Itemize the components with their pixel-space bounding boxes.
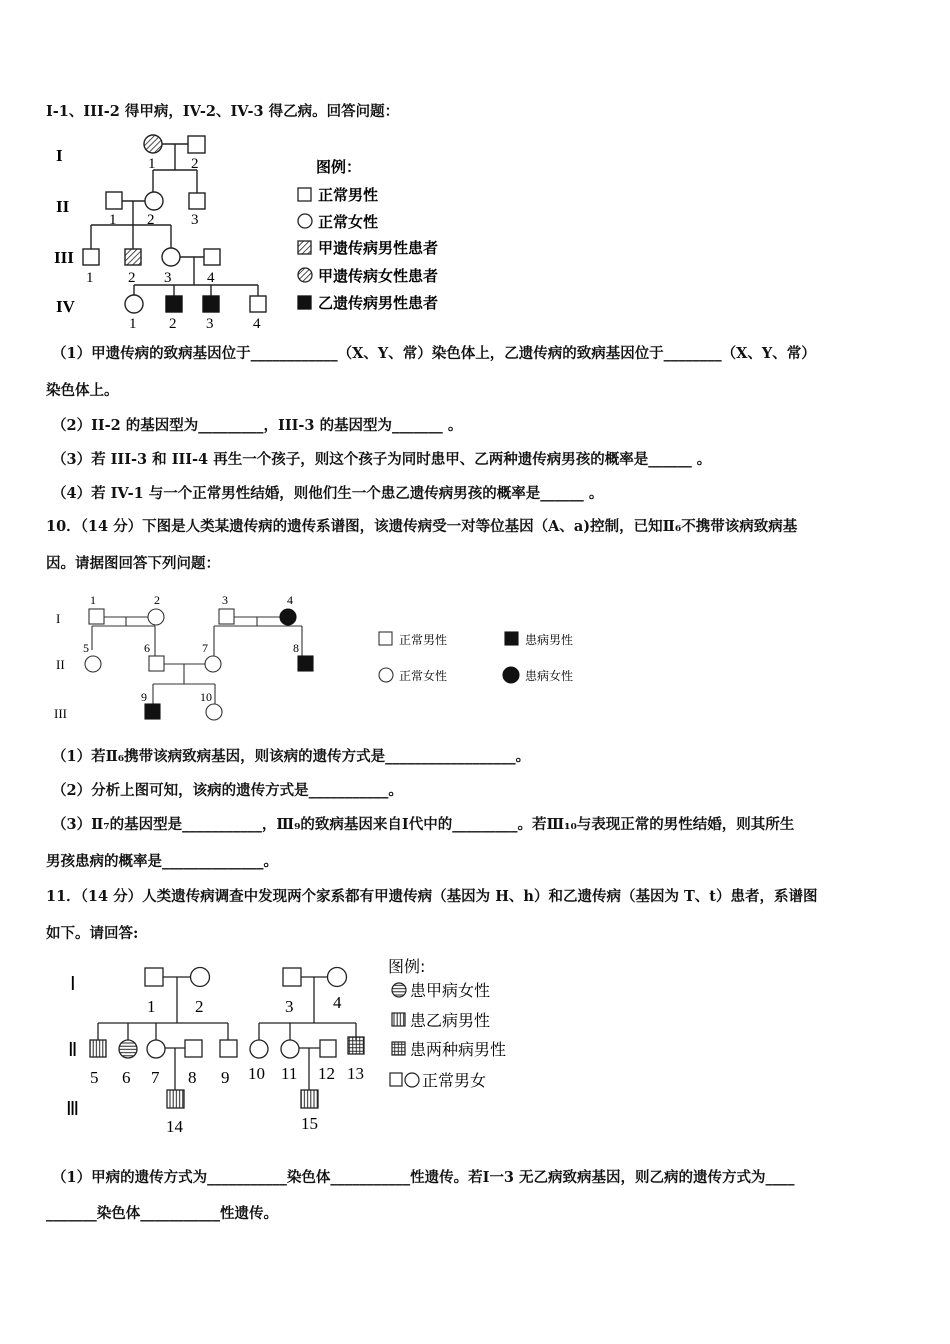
legend-label: 正常男性 — [399, 633, 448, 647]
intro-text: I-1、III-2 得甲病，IV-2、IV-3 得乙病。回答问题： — [46, 103, 400, 120]
gen-label: Ⅱ — [68, 1040, 78, 1061]
q10-item-3: （3）Ⅱ₇的基因型是___________，Ⅲ₉的致病基因来自Ⅰ代中的_________。若Ⅲ₁₀与表现正常的男性结婚，则其所生 — [52, 816, 795, 833]
individual-I-2 — [188, 136, 205, 153]
individual-IV-1 — [125, 295, 143, 313]
legend-affected-female-icon — [503, 667, 519, 683]
legend-label: 患甲病女性 — [410, 981, 491, 1000]
number-label: 2 — [191, 156, 199, 172]
individual-III-3 — [162, 248, 180, 266]
individual-II-1 — [106, 192, 122, 209]
individual-I-3 — [219, 609, 234, 624]
individual-I-2 — [191, 968, 210, 987]
gen-label: Ⅰ — [70, 974, 76, 995]
number-label: 7 — [151, 1068, 160, 1087]
q9-item-1: （1）甲遗传病的致病基因位于____________（X、Y、常）染色体上，乙遗传病的致病基因位于________（X、Y、常） — [52, 345, 816, 362]
number-label: 2 — [169, 316, 177, 332]
legend-affected-male-icon — [505, 632, 518, 645]
number-label: 11 — [281, 1064, 298, 1083]
number-label: 1 — [86, 270, 94, 286]
q11-heading-cont: 如下。请回答: — [46, 925, 139, 942]
individual-II-6 — [149, 656, 164, 671]
individual-II-2 — [145, 192, 163, 210]
number-label: 10 — [248, 1064, 265, 1083]
q10-item-1: （1）若Ⅱ₆携带该病致病基因，则该病的遗传方式是__________________。 — [52, 748, 531, 765]
number-label: 1 — [148, 156, 156, 172]
individual-I-1 — [144, 135, 162, 153]
number-label: 6 — [144, 641, 150, 655]
individual-III-2 — [125, 249, 141, 265]
number-label: 2 — [154, 593, 160, 607]
number-label: 3 — [285, 997, 294, 1016]
individual-IV-4 — [250, 296, 266, 312]
number-label: 10 — [200, 690, 212, 704]
individual-II-8 — [185, 1040, 202, 1057]
individual-II-9 — [220, 1040, 237, 1057]
number-label: 3 — [191, 212, 199, 228]
legend-label: 患乙病男性 — [410, 1011, 491, 1030]
gen-label: II — [56, 657, 65, 672]
individual-III-14 — [167, 1090, 184, 1108]
pedigree-chart-3 — [50, 955, 530, 1140]
q11-item-1: （1）甲病的遗传方式为___________染色体___________性遗传。若Ⅰ一3 无乙病致病基因，则乙病的遗传方式为____ — [52, 1169, 795, 1186]
individual-II-5 — [85, 656, 101, 672]
legend-label: 患病男性 — [525, 633, 574, 647]
q10-heading-cont: 因。请据图回答下列问题： — [46, 555, 220, 572]
legend-affected-b-male-icon — [392, 1013, 405, 1026]
individual-I-2 — [148, 609, 164, 625]
number-label: 1 — [90, 593, 96, 607]
legend-title: 图例： — [316, 158, 362, 176]
number-label: 6 — [122, 1068, 131, 1087]
individual-II-7 — [205, 656, 221, 672]
gen-label: Ⅲ — [66, 1099, 80, 1120]
q10-item-2: （2）分析上图可知，该病的遗传方式是___________。 — [52, 782, 403, 799]
individual-II-8 — [298, 656, 313, 671]
number-label: 7 — [202, 641, 208, 655]
individual-II-5 — [90, 1040, 106, 1057]
legend-normal-male-icon — [379, 632, 392, 645]
individual-IV-3 — [203, 296, 219, 312]
number-label: 1 — [147, 997, 156, 1016]
gen-label: I — [56, 146, 63, 165]
legend-label: 乙遗传病男性患者 — [318, 294, 439, 312]
individual-II-11 — [281, 1040, 299, 1058]
individual-III-9 — [145, 704, 160, 719]
individual-II-7 — [147, 1040, 165, 1058]
number-label: 2 — [195, 997, 204, 1016]
legend-label: 正常男性 — [318, 186, 379, 204]
number-label: 5 — [90, 1068, 99, 1087]
gen-label: III — [54, 248, 74, 267]
number-label: 9 — [221, 1068, 230, 1087]
number-label: 8 — [188, 1068, 197, 1087]
individual-III-10 — [206, 704, 222, 720]
individual-III-15 — [301, 1090, 318, 1108]
number-label: 5 — [83, 641, 89, 655]
pedigree-chart-1 — [50, 132, 490, 337]
number-label: 15 — [301, 1114, 318, 1133]
legend-affected-a-female-icon — [298, 268, 312, 282]
individual-III-4 — [204, 249, 220, 265]
q11-heading: 11．（14 分）人类遗传病调查中发现两个家系都有甲遗传病（基因为 H、h）和乙遗传病（基因为 T、t）患者，系谱图 — [46, 888, 818, 905]
number-label: 2 — [128, 270, 136, 286]
individual-IV-2 — [166, 296, 182, 312]
q9-item-4: （4）若 IV-1 与一个正常男性结婚，则他们生一个患乙遗传病男孩的概率是______ 。 — [52, 485, 604, 502]
number-label: 4 — [333, 993, 342, 1012]
legend-affected-b-male-icon — [298, 296, 311, 309]
individual-II-10 — [250, 1040, 268, 1058]
legend-label: 甲遗传病女性患者 — [318, 267, 439, 285]
number-label: 1 — [129, 316, 137, 332]
number-label: 4 — [287, 593, 293, 607]
legend-label: 正常女性 — [318, 213, 379, 231]
pedigree-chart-2 — [50, 588, 610, 728]
legend-normal-female-icon — [405, 1073, 419, 1087]
number-label: 13 — [347, 1064, 364, 1083]
individual-I-4 — [328, 968, 347, 987]
number-label: 14 — [166, 1117, 183, 1136]
q10-heading: 10．（14 分）下图是人类某遗传病的遗传系谱图，该遗传病受一对等位基因（A、a)控制，已知Ⅱ₆不携带该病致病基 — [46, 518, 798, 535]
number-label: 3 — [206, 316, 214, 332]
individual-I-4 — [280, 609, 296, 625]
number-label: 12 — [318, 1064, 335, 1083]
number-label: 4 — [207, 270, 215, 286]
legend-affected-both-male-icon — [392, 1042, 405, 1055]
individual-II-6 — [119, 1040, 137, 1058]
gen-label: III — [54, 706, 67, 721]
q11-item-1-cont: _______染色体___________性遗传。 — [46, 1205, 278, 1222]
legend-label: 正常男女 — [422, 1071, 487, 1090]
q9-item-1-cont: 染色体上。 — [46, 382, 119, 399]
gen-label: IV — [56, 297, 75, 316]
legend-label: 患两种病男性 — [410, 1040, 507, 1059]
number-label: 2 — [147, 212, 155, 228]
q10-item-3-cont: 男孩患病的概率是______________。 — [46, 853, 278, 870]
individual-I-1 — [145, 968, 163, 986]
individual-II-12 — [320, 1040, 336, 1057]
number-label: 9 — [141, 690, 147, 704]
number-label: 4 — [253, 316, 261, 332]
legend-normal-male-icon — [298, 188, 311, 201]
legend-label: 正常女性 — [399, 669, 448, 683]
individual-I-1 — [89, 609, 104, 624]
gen-label: II — [56, 197, 70, 216]
legend-normal-male-icon — [390, 1073, 402, 1086]
legend-affected-a-female-icon — [392, 983, 406, 997]
number-label: 3 — [164, 270, 172, 286]
legend-normal-female-icon — [298, 214, 312, 228]
individual-III-1 — [83, 249, 99, 265]
number-label: 1 — [109, 212, 117, 228]
legend-normal-female-icon — [379, 668, 393, 682]
individual-II-3 — [189, 193, 205, 209]
number-label: 3 — [222, 593, 228, 607]
legend-affected-a-male-icon — [298, 241, 311, 254]
number-label: 8 — [293, 641, 299, 655]
q9-item-2: （2）II-2 的基因型为_________，III-3 的基因型为_______ 。 — [52, 417, 463, 434]
individual-I-3 — [283, 968, 301, 986]
q9-item-3: （3）若 III-3 和 III-4 再生一个孩子，则这个孩子为同时患甲、乙两种遗传病男孩的概率是______ 。 — [52, 451, 712, 468]
legend-title: 图例: — [388, 957, 426, 976]
individual-II-13 — [348, 1037, 364, 1054]
legend-label: 甲遗传病男性患者 — [318, 239, 439, 257]
gen-label: I — [56, 611, 61, 626]
legend-label: 患病女性 — [525, 669, 574, 683]
